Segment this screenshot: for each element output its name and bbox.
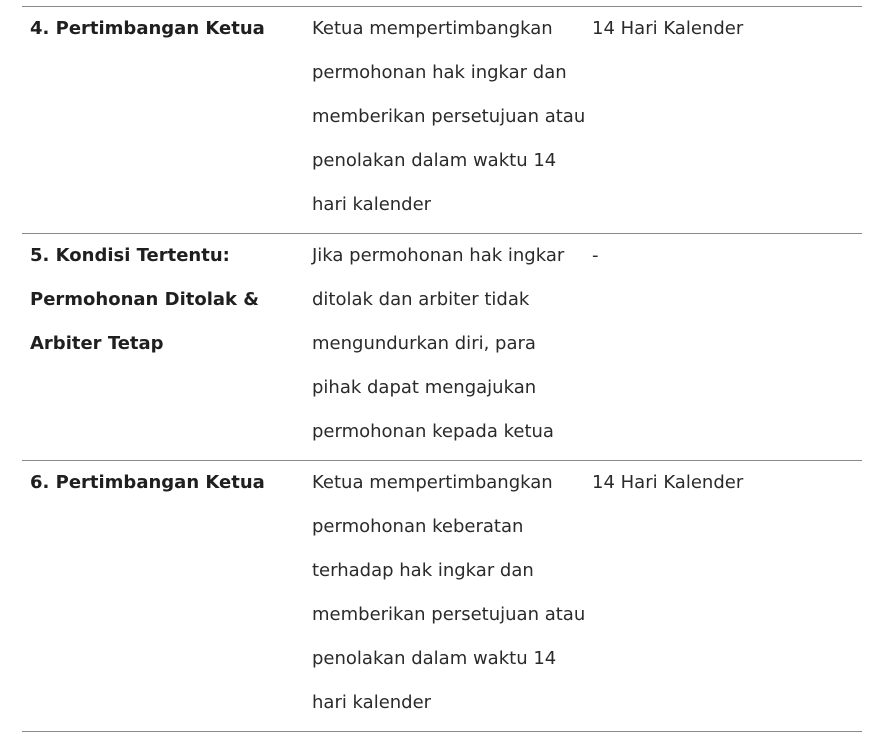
description-line: Ketua mempertimbangkan <box>312 18 553 39</box>
time-value: 14 Hari Kalender <box>592 18 744 39</box>
stage-cell <box>22 461 306 725</box>
time-cell <box>586 234 862 454</box>
description-line: penolakan dalam waktu 14 <box>312 150 557 171</box>
description-cell <box>306 461 586 725</box>
description-line: hari kalender <box>312 194 432 215</box>
table-row-5 <box>22 234 862 461</box>
description-cell <box>306 7 586 227</box>
time-value: - <box>592 245 599 266</box>
description-line: permohonan kepada ketua <box>312 421 554 442</box>
description-line: memberikan persetujuan atau <box>312 106 586 127</box>
stage-cell <box>22 7 306 227</box>
description-line: hari kalender <box>312 692 432 713</box>
description-line: memberikan persetujuan atau <box>312 604 586 625</box>
description-line: terhadap hak ingkar dan <box>312 560 534 581</box>
stage-line: 4. Pertimbangan Ketua <box>30 18 265 39</box>
description-line: permohonan hak ingkar dan <box>312 62 567 83</box>
stage-line: 6. Pertimbangan Ketua <box>30 472 265 493</box>
description-line: pihak dapat mengajukan <box>312 377 537 398</box>
table-row-6 <box>22 461 862 732</box>
stage-cell <box>22 234 306 454</box>
time-cell <box>586 7 862 227</box>
description-cell <box>306 234 586 454</box>
procedure-table <box>22 6 862 732</box>
description-line: penolakan dalam waktu 14 <box>312 648 557 669</box>
time-cell <box>586 461 862 725</box>
description-line: Jika permohonan hak ingkar <box>312 245 565 266</box>
time-value: 14 Hari Kalender <box>592 472 744 493</box>
description-line: permohonan keberatan <box>312 516 524 537</box>
stage-line: Arbiter Tetap <box>30 333 164 354</box>
description-line: ditolak dan arbiter tidak <box>312 289 530 310</box>
description-line: Ketua mempertimbangkan <box>312 472 553 493</box>
table-row-4 <box>22 7 862 234</box>
stage-line: Permohonan Ditolak & <box>30 289 259 310</box>
stage-line: 5. Kondisi Tertentu: <box>30 245 230 266</box>
description-line: mengundurkan diri, para <box>312 333 536 354</box>
